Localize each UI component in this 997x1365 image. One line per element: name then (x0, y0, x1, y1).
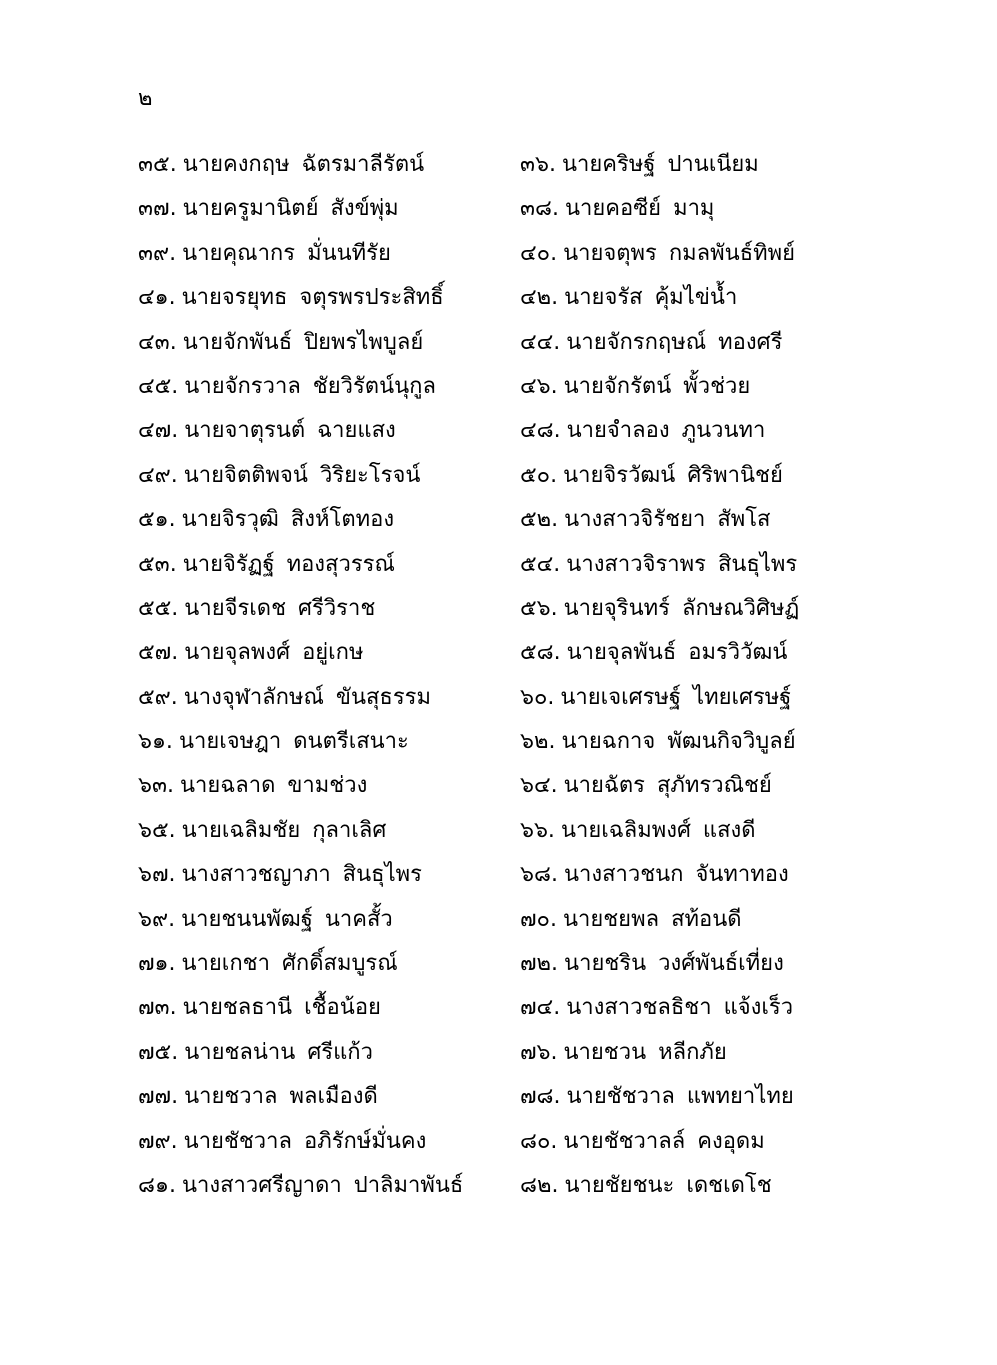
name-row (0, 636, 997, 680)
entry-given-name: นายจรัส (564, 285, 643, 311)
entry-surname: ดนตรีเสนาะ (293, 729, 409, 755)
entry-number: ๓๖. (520, 152, 556, 177)
entry-given-name: นายชริน (564, 951, 647, 977)
entry-given-name: นายเจเศรษฐ์ (560, 684, 682, 710)
name-entry-left (138, 1080, 378, 1114)
entry-number: ๔๒. (520, 285, 559, 311)
entry-given-name: นายจรยุทธ (181, 285, 288, 311)
entry-given-name: นายครูมานิตย์ (182, 196, 319, 222)
entry-surname: ศักดิ์สมบูรณ์ (281, 951, 398, 977)
entry-number: ๖๑. (138, 729, 173, 755)
entry-given-name: นายจุรินทร์ (563, 595, 670, 621)
name-row (0, 548, 997, 592)
entry-given-name: นายจาตุรนต์ (184, 418, 306, 444)
entry-given-name: นายจุลพันธ์ (566, 640, 677, 666)
entry-given-name: นายจำลอง (566, 418, 670, 444)
name-entry-left (138, 858, 422, 892)
name-row (0, 370, 997, 414)
entry-given-name: นายชลน่าน (184, 1039, 296, 1065)
entry-given-name: นายชวน (563, 1039, 647, 1065)
name-entry-left (138, 636, 364, 670)
entry-number: ๔๔. (520, 329, 561, 355)
entry-number: ๔๙. (138, 462, 178, 488)
name-entry-right (520, 814, 756, 848)
entry-number: ๗๔. (520, 995, 561, 1021)
name-entry-right (520, 991, 793, 1025)
name-entry-left (138, 1036, 373, 1070)
name-entry-right (520, 636, 787, 670)
name-entry-left (138, 281, 444, 315)
entry-given-name: นายชัยชนะ (564, 1172, 675, 1198)
entry-given-name: นายชัชวาลล์ (563, 1128, 686, 1154)
entry-surname: ชัยวิรัตน์นุกูล (312, 373, 436, 399)
entry-surname: แพทยาไทย (686, 1084, 794, 1110)
entry-given-name: นายชวาล (184, 1084, 278, 1110)
name-entry-right (520, 947, 784, 981)
entry-given-name: นายฉลาด (180, 773, 276, 799)
entry-surname: ปิยพรไพบูลย์ (304, 329, 424, 355)
entry-surname: ปานเนียม (667, 152, 759, 177)
name-entry-right (520, 281, 737, 315)
entry-surname: สท้อนดี (671, 906, 742, 932)
entry-number: ๕๗. (138, 640, 179, 666)
entry-number: ๕๔. (520, 551, 561, 577)
name-entry-left (138, 459, 420, 493)
name-entry-left (138, 370, 436, 404)
name-entry-right (520, 414, 765, 448)
entry-surname: แจ้งเร็ว (723, 995, 794, 1021)
name-entry-right (520, 503, 771, 537)
entry-number: ๓๗. (138, 196, 177, 222)
entry-surname: หลีกภัย (658, 1039, 727, 1065)
name-entry-left (138, 725, 409, 759)
entry-surname: แสงดี (702, 817, 756, 843)
entry-surname: คุ้มไข่น้ำ (654, 285, 738, 311)
entry-given-name: นายคริษฐ์ (562, 152, 656, 177)
name-row (0, 1125, 997, 1169)
entry-given-name: นายชยพล (562, 906, 660, 932)
entry-surname: ลักษณวิศิษฏ์ (681, 595, 800, 621)
name-entry-left (138, 148, 424, 182)
name-entry-right (520, 1125, 765, 1159)
entry-given-name: นายคงกฤษ (182, 152, 290, 177)
entry-number: ๗๒. (520, 951, 559, 977)
name-row (0, 991, 997, 1035)
entry-surname: ศิริพานิชย์ (687, 462, 783, 488)
name-entry-left (138, 326, 423, 360)
entry-surname: นาคสั้ว (324, 906, 393, 932)
entry-number: ๖๒. (520, 729, 556, 755)
entry-surname: สัพโส (717, 507, 771, 533)
name-entry-left (138, 903, 393, 937)
entry-surname: ศรีวิราช (298, 595, 376, 621)
entry-number: ๗๕. (138, 1039, 179, 1065)
entry-number: ๔๓. (138, 329, 177, 355)
entry-number: ๓๙. (138, 240, 177, 266)
name-row (0, 1169, 997, 1213)
entry-surname: วิริยะโรจน์ (319, 462, 421, 488)
entry-given-name: นายฉกาจ (561, 729, 656, 755)
entry-number: ๖๕. (138, 817, 176, 843)
entry-surname: วงศ์พันธ์เที่ยง (658, 951, 784, 977)
entry-number: ๕๕. (138, 595, 179, 621)
entry-surname: กุลาเลิศ (312, 817, 387, 843)
entry-given-name: นายจิรัฏฐ์ (182, 551, 275, 577)
name-entry-right (520, 326, 782, 360)
entry-number: ๓๕. (138, 152, 177, 177)
name-entry-right (520, 1080, 794, 1114)
name-entry-right (520, 548, 797, 582)
entry-surname: ทองศรี (718, 329, 783, 355)
name-entry-left (138, 548, 395, 582)
name-row (0, 237, 997, 281)
entry-surname: พั้วช่วย (683, 373, 751, 399)
page-number: ๒ (138, 86, 153, 111)
entry-given-name: นายชัชวาล (183, 1128, 292, 1154)
entry-number: ๓๘. (520, 196, 560, 222)
entry-number: ๖๓. (138, 773, 174, 799)
entry-surname: อยู่เกษ (302, 640, 364, 666)
entry-number: ๗๙. (138, 1128, 178, 1154)
name-entry-right (520, 148, 759, 182)
entry-given-name: นางจุฬาลักษณ์ (183, 684, 324, 710)
entry-surname: ศรีแก้ว (307, 1039, 373, 1065)
entry-surname: ฉายแสง (317, 418, 396, 444)
name-entry-right (520, 592, 799, 626)
entry-number: ๖๖. (520, 817, 555, 843)
name-row (0, 814, 997, 858)
name-entry-right (520, 459, 783, 493)
entry-surname: สินธุไพร (717, 551, 798, 577)
entry-surname: อมรวิวัฒน์ (688, 640, 788, 666)
entry-number: ๕๒. (520, 507, 559, 533)
entry-surname: ฉัตรมาลีรัตน์ (301, 152, 425, 177)
entry-given-name: นายจักรัตน์ (563, 373, 672, 399)
entry-given-name: นายจิรวัฒน์ (563, 462, 676, 488)
entry-surname: ปาลิมาพันธ์ (353, 1172, 464, 1198)
name-entry-left (138, 814, 386, 848)
entry-number: ๖๙. (138, 906, 176, 932)
name-entry-left (138, 1125, 426, 1159)
entry-surname: สุภัทรวณิชย์ (656, 773, 772, 799)
entry-surname: มั่นนทีรัย (307, 240, 391, 266)
entry-given-name: นายจักรวาล (184, 373, 301, 399)
entry-given-name: นายจิตติพจน์ (183, 462, 308, 488)
entry-given-name: นายชัชวาล (566, 1084, 675, 1110)
name-entry-left (138, 192, 399, 226)
entry-number: ๕๓. (138, 551, 177, 577)
entry-surname: พลเมืองดี (289, 1084, 378, 1110)
name-entry-left (138, 592, 375, 626)
entry-number: ๖๘. (520, 862, 558, 888)
entry-surname: จตุรพรประสิทธิ์ (299, 285, 444, 311)
entry-number: ๘๑. (138, 1172, 176, 1198)
entry-number: ๖๐. (520, 684, 555, 710)
name-row (0, 503, 997, 547)
entry-number: ๘๐. (520, 1128, 558, 1154)
entry-number: ๔๖. (520, 373, 558, 399)
name-row (0, 903, 997, 947)
entry-given-name: นายคุณากร (182, 240, 296, 266)
name-row (0, 1036, 997, 1080)
name-entry-right (520, 237, 795, 271)
entry-surname: มามุ (673, 196, 715, 222)
name-row (0, 1080, 997, 1124)
name-entry-right (520, 903, 742, 937)
name-entry-left (138, 1169, 463, 1203)
name-entry-left (138, 681, 431, 715)
entry-surname: พัฒนกิจวิบูลย์ (667, 729, 796, 755)
name-row (0, 769, 997, 813)
entry-surname: ขามช่วง (287, 773, 368, 799)
entry-given-name: นายจักพันธ์ (182, 329, 293, 355)
entry-given-name: นางสาวชลธิชา (566, 995, 712, 1021)
entry-surname: สินธุไพร (342, 862, 422, 888)
entry-number: ๕๑. (138, 507, 176, 533)
name-entry-right (520, 681, 791, 715)
entry-surname: คงอุดม (697, 1128, 765, 1154)
entry-number: ๔๕. (138, 373, 179, 399)
entry-number: ๗๖. (520, 1039, 558, 1065)
entry-surname: จันทาทอง (695, 862, 789, 888)
entry-surname: เชื้อน้อย (304, 995, 381, 1021)
name-row (0, 192, 997, 236)
entry-given-name: นายชนนพัฒฐ์ (181, 906, 313, 932)
name-row (0, 592, 997, 636)
entry-number: ๔๘. (520, 418, 561, 444)
entry-given-name: นายฉัตร (563, 773, 645, 799)
name-entry-left (138, 414, 396, 448)
name-row (0, 725, 997, 769)
entry-number: ๘๒. (520, 1172, 559, 1198)
entry-number: ๔๗. (138, 418, 179, 444)
entry-given-name: นายเกชา (181, 951, 270, 977)
entry-given-name: นางสาวชนก (563, 862, 684, 888)
entry-number: ๗๐. (520, 906, 557, 932)
name-entry-right (520, 858, 789, 892)
entry-surname: ขันสุธรรม (335, 684, 431, 710)
name-row (0, 281, 997, 325)
entry-number: ๗๑. (138, 951, 176, 977)
entry-given-name: นางสาวจิรัชยา (564, 507, 706, 533)
entry-given-name: นายจิรวุฒิ (181, 507, 279, 533)
entry-number: ๖๔. (520, 773, 558, 799)
name-entry-left (138, 769, 367, 803)
name-entry-right (520, 725, 796, 759)
name-entry-right (520, 192, 714, 226)
name-entry-left (138, 947, 398, 981)
name-row (0, 459, 997, 503)
entry-number: ๗๓. (138, 995, 177, 1021)
entry-given-name: นางสาวจิราพร (566, 551, 706, 577)
entry-number: ๕๙. (138, 684, 178, 710)
entry-surname: ทองสุวรรณ์ (286, 551, 395, 577)
name-row (0, 326, 997, 370)
entry-number: ๕๖. (520, 595, 558, 621)
name-entry-right (520, 370, 750, 404)
entry-given-name: นายคอซีย์ (565, 196, 662, 222)
entry-number: ๕๐. (520, 462, 558, 488)
name-row (0, 414, 997, 458)
entry-given-name: นายเจษฎา (178, 729, 282, 755)
name-entry-right (520, 769, 772, 803)
name-entry-left (138, 991, 381, 1025)
name-row (0, 148, 997, 192)
entry-given-name: นายชลธานี (182, 995, 293, 1021)
entry-given-name: นายจุลพงศ์ (184, 640, 291, 666)
entry-number: ๔๐. (520, 240, 558, 266)
entry-given-name: นายจตุพร (563, 240, 657, 266)
name-row (0, 947, 997, 991)
entry-surname: เดชเดโช (686, 1172, 772, 1198)
entry-number: ๗๗. (138, 1084, 179, 1110)
entry-surname: ภูนวนทา (681, 418, 766, 444)
name-row (0, 858, 997, 902)
entry-surname: อภิรักษ์มั่นคง (304, 1128, 427, 1154)
entry-given-name: นายเฉลิมชัย (181, 817, 301, 843)
entry-surname: สิงห์โตทอง (290, 507, 395, 533)
name-row (0, 681, 997, 725)
entry-number: ๖๗. (138, 862, 176, 888)
name-entry-right (520, 1169, 772, 1203)
entry-surname: สังข์พุ่ม (330, 196, 399, 222)
name-entry-left (138, 237, 391, 271)
entry-surname: ไทยเศรษฐ์ (693, 684, 792, 710)
entry-given-name: นางสาวชญาภา (181, 862, 331, 888)
entry-number: ๗๘. (520, 1084, 561, 1110)
name-entry-left (138, 503, 394, 537)
member-name-list (0, 148, 997, 1213)
entry-surname: กมลพันธ์ทิพย์ (668, 240, 796, 266)
name-entry-right (520, 1036, 727, 1070)
entry-number: ๔๑. (138, 285, 176, 311)
entry-given-name: นายเฉลิมพงศ์ (560, 817, 691, 843)
entry-number: ๕๘. (520, 640, 561, 666)
entry-given-name: นายจีรเดช (184, 595, 287, 621)
entry-given-name: นายจักรกฤษณ์ (566, 329, 707, 355)
entry-given-name: นางสาวศรีญาดา (181, 1172, 342, 1198)
